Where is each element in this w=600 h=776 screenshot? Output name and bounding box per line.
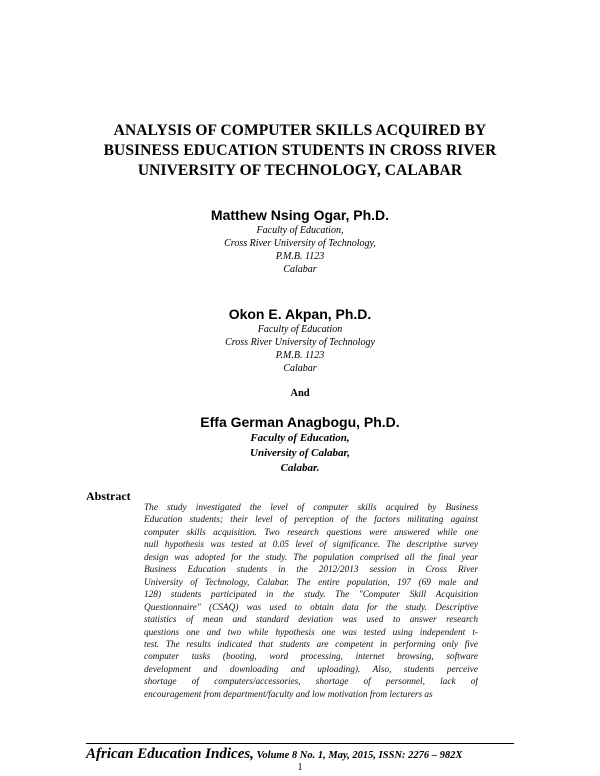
abstract-line: test. The results indicated that students are competent in performing only five [144,639,478,650]
affiliation-line: P.M.B. 1123 [275,251,325,262]
abstract-line: Questionnaire" (CSAQ) was used to obtain data for the study. Descriptive [144,602,478,613]
journal-name: African Education Indices, [86,746,254,762]
author-name: Matthew Nsing Ogar, Ph.D. [210,207,390,223]
and-separator: And [290,388,310,399]
title-line: UNIVERSITY OF TECHNOLOGY, CALABAR [137,162,463,179]
abstract-line: computer tasks (booting, word processing, internet browsing, software [144,652,478,663]
affiliation-line: University of Calabar, [250,447,350,459]
abstract-body [144,502,478,701]
abstract-line: design was adopted for the study. The population comprised all the final year [144,552,478,563]
abstract-line: null hypothesis was tested at 0.05 level of significance. The descriptive survey [144,540,478,551]
affiliation-line: Faculty of Education, [250,432,350,444]
abstract-line: statistics of mean and standard deviation was used to answer research [144,615,478,626]
affiliation-line: Faculty of Education [257,324,343,335]
abstract-heading: Abstract [86,489,131,503]
title-line: BUSINESS EDUCATION STUDENTS IN CROSS RIVER [103,142,497,159]
abstract-line: encouragement from department/faculty and low motivation from lecturers as [144,689,433,700]
affiliation-line: Cross River University of Technology, [224,238,376,249]
abstract-line: Education students; their level of perception of the factors militating against [144,515,478,526]
abstract-line: 128) students participated in the study. The "Computer Skill Acquisition [144,590,478,601]
affiliation-line: P.M.B. 1123 [275,350,325,361]
journal-footer [86,745,526,763]
affiliation-line: Faculty of Education, [256,225,344,236]
page-number: 1 [297,762,303,773]
abstract-line: development and downloading and uploading). Also, students perceive [144,664,478,675]
abstract-line: questions one and two while hypothesis one was tested using independent t- [144,627,478,638]
paper-title [60,121,540,181]
affiliation-line: Cross River University of Technology [225,337,375,348]
author-block-2 [100,305,500,375]
affiliation-line: Calabar [283,363,317,374]
affiliation-line: Calabar. [280,462,320,474]
abstract-line: The study investigated the level of computer skills acquired by Business [144,503,478,513]
author-block-3 [100,413,500,476]
abstract-line: Business Education students in the 2012/2013 session in Cross River [144,565,478,576]
abstract-line: shortage of computers/accessories, shortage of personnel, lack of [144,677,478,688]
author-block-1 [100,206,500,276]
volume-info: Volume 8 No. 1, May, 2015, ISSN: 2276 – 982X [253,750,463,761]
affiliation-line: Calabar [283,264,317,275]
footer-divider [86,743,514,744]
abstract-line: University of Technology, Calabar. The entire population, 197 (69 male and [144,577,478,588]
author-name: Effa German Anagbogu, Ph.D. [200,414,400,430]
abstract-line: computer skills acquisition. Two research questions were answered while one [144,527,478,538]
title-line: ANALYSIS OF COMPUTER SKILLS ACQUIRED BY [113,122,487,139]
author-name: Okon E. Akpan, Ph.D. [228,306,372,322]
